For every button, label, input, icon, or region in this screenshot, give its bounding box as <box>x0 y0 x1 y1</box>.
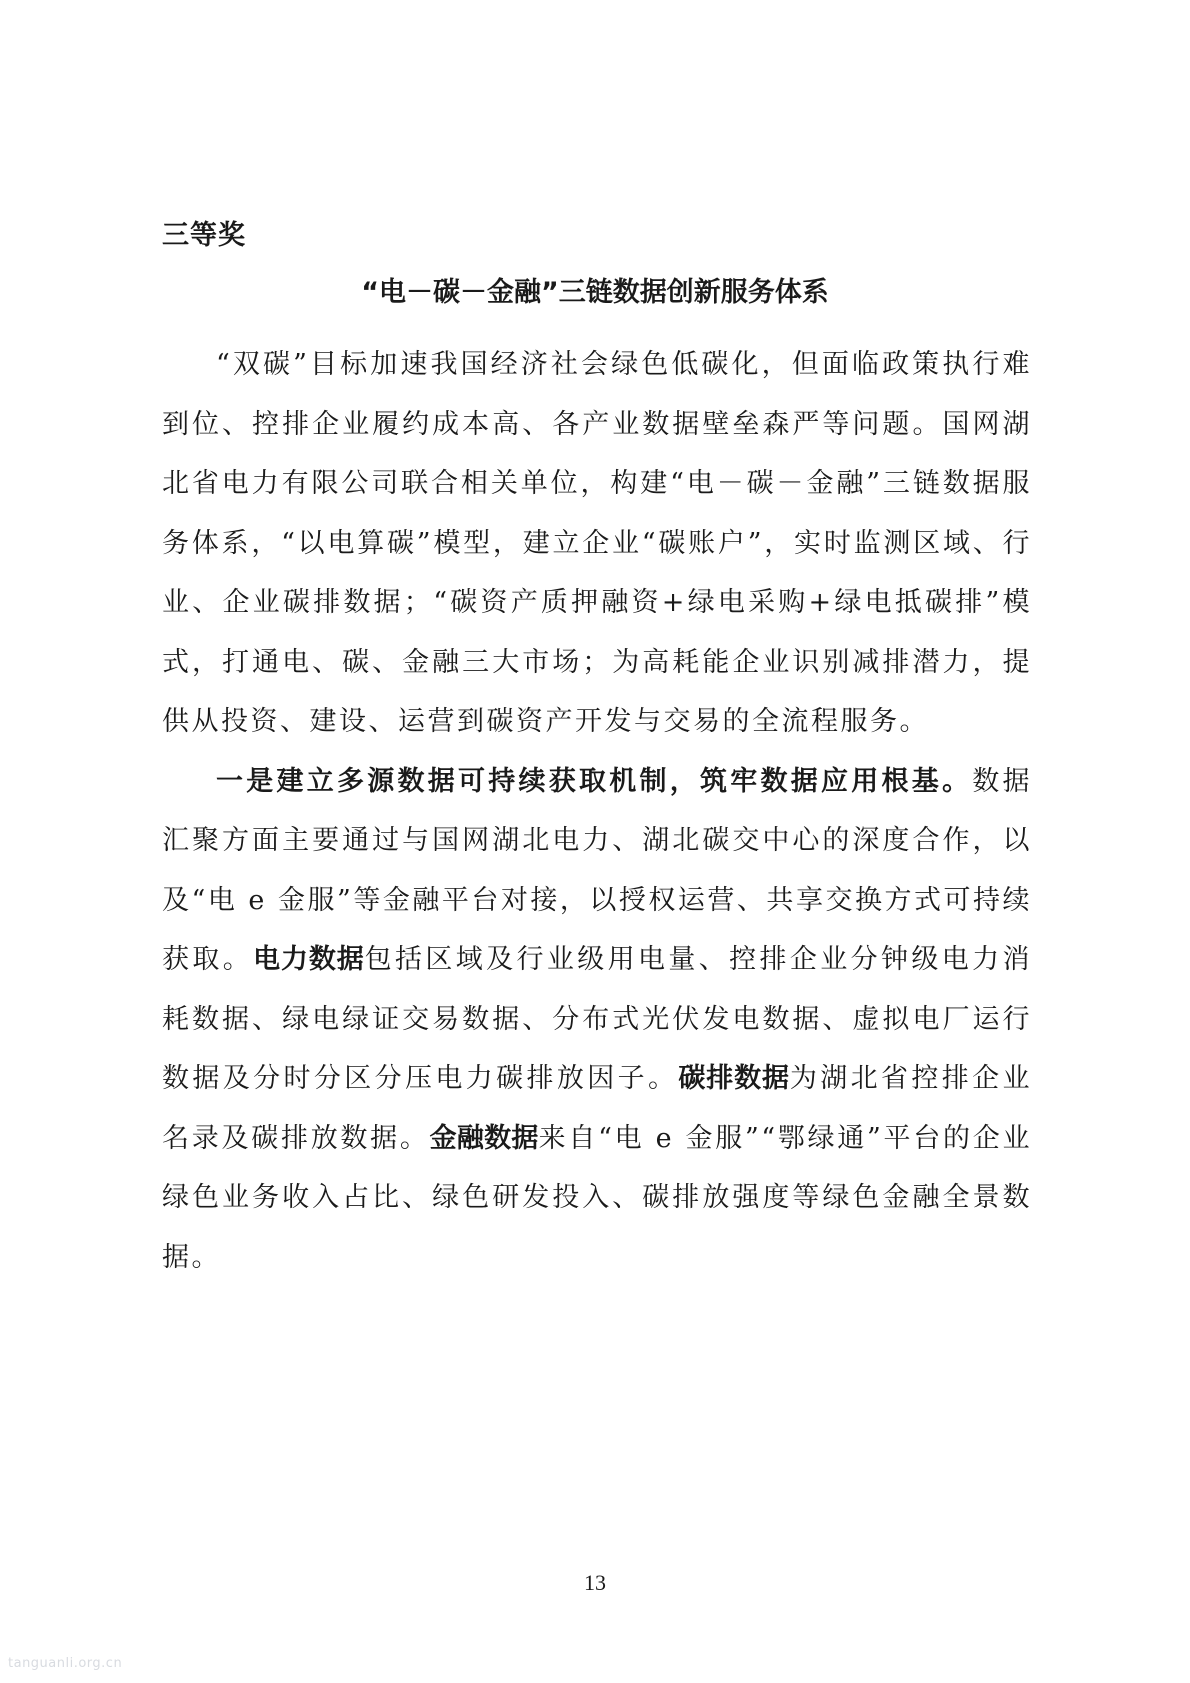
paragraph-data-mechanism <box>162 752 1032 1288</box>
term-carbon-data: 碳排数据 <box>678 1063 790 1094</box>
body-text <box>162 335 1032 1287</box>
paragraph-lead: 一是建立多源数据可持续获取机制，筑牢数据应用根基。 <box>216 765 973 797</box>
document-title: “电－碳－金融”三链数据创新服务体系 <box>361 277 829 308</box>
paragraph-intro: “双碳”目标加速我国经济社会绿色低碳化，但面临政策执行难到位、控排企业履约成本高、各产业数据壁垒森严等问题。国网湖北省电力有限公司联合相关单位，构建“电－碳－金融”三链数据服务体系，“以电算碳”模型，建立企业“碳账户”，实时监测区域、行业、企业碳排数据；“碳资产质押融资+绿电采购+绿电抵碳排”模式，打通电、碳、金融三大市场；为高耗能企业识别减排潜力，提供从投资、建设、运营到碳资产开发与交易的全流程服务。 <box>162 349 1032 737</box>
term-finance-data: 金融数据 <box>429 1122 539 1154</box>
term-power-data: 电力数据 <box>253 944 365 975</box>
text-segment: 包括区域及行业级用电量、控排企业分钟级电力消耗数据、绿电绿证交易数据、分布式光伏发电数据、虚拟电厂运行数据及分时分区分压电力碳排放因子。 <box>162 944 1032 1094</box>
text-segment: 为湖北省控排企业名录及碳排放数据。 <box>162 1063 1032 1154</box>
text-segment: 来自“电 e 金服”“鄂绿通”平台的企业绿色业务收入占比、绿色研发投入、碳排放强度等绿色金融全景数据。 <box>162 1122 1033 1273</box>
text-segment: 数据汇聚方面主要通过与国网湖北电力、湖北碳交中心的深度合作，以及“电 e 金服”等金融平台对接，以授权运营、共享交换方式可持续获取。 <box>162 765 1032 975</box>
award-label: 三等奖 <box>162 220 246 251</box>
page-number: 13 <box>584 1570 606 1595</box>
watermark-text: tanguanli.org.cn <box>8 1656 123 1671</box>
